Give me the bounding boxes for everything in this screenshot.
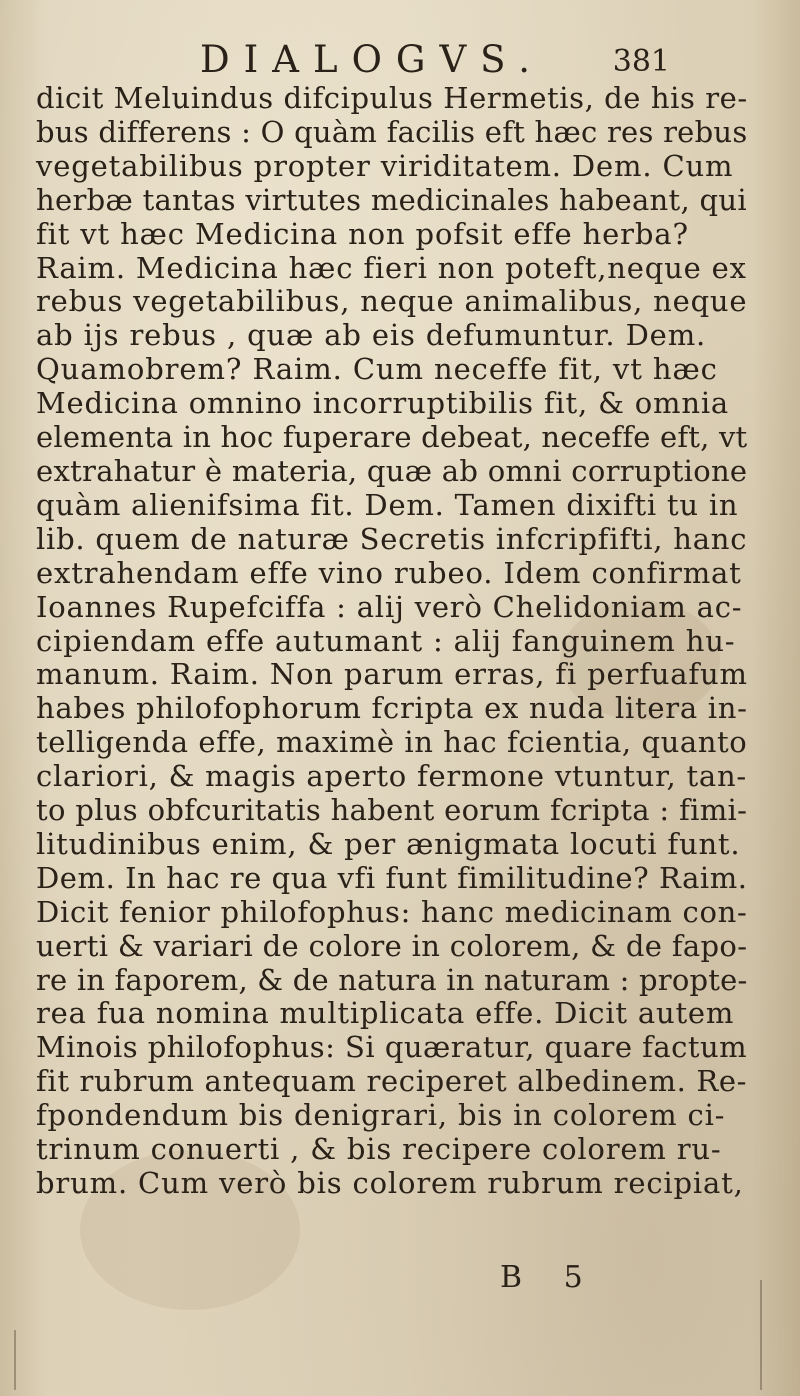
page-number: 381 — [612, 44, 670, 79]
text-line: trinum conuerti , & bis recipere colorem ru- — [36, 1132, 722, 1167]
body-text — [36, 81, 748, 1201]
margin-fold-line — [760, 1280, 762, 1390]
text-line: vegetabilibus propter viriditatem. Dem. Cum — [36, 148, 734, 183]
page-header — [200, 38, 670, 82]
text-line: bus differens : O quàm facilis eft hæc res rebus — [36, 114, 748, 149]
text-line: habes philofophorum fcripta ex nuda litera in- — [36, 691, 748, 726]
text-line: dicit Meluindus difcipulus Hermetis, de his re- — [36, 81, 748, 115]
text-line: extrahendam effe vino rubeo. Idem confirmat — [36, 555, 742, 590]
text-line: manum. Raim. Non parum erras, fi perfuafum — [36, 657, 748, 692]
text-line: Dem. In hac re qua vfi funt fimilitudine? Raim. — [36, 860, 748, 895]
text-line: elementa in hoc fuperare debeat, neceffe eft, vt — [36, 420, 748, 455]
text-line: Ioannes Rupefciffa : alij verò Chelidoniam ac- — [36, 589, 743, 624]
text-line: Quamobrem? Raim. Cum neceffe fit, vt hæc — [36, 352, 718, 387]
text-line: lib. quem de naturæ Secretis infcripfifti, hanc — [36, 521, 748, 556]
text-line: rea fua nomina multiplicata effe. Dicit autem — [36, 996, 735, 1031]
text-line: Medicina omnino incorruptibilis fit, & omnia — [36, 386, 730, 421]
text-line: telligenda effe, maximè in hac fcientia, quanto — [36, 725, 748, 760]
catchword-signature: B 5 — [500, 1260, 599, 1295]
text-line: uerti & variari de colore in colorem, & de fapo- — [36, 928, 748, 963]
text-line: cipiendam effe autumant : alij fanguinem hu- — [36, 623, 736, 658]
margin-fold-line — [14, 1330, 16, 1390]
text-line: fit rubrum antequam reciperet albedinem. Re- — [36, 1064, 748, 1099]
running-head: DIALOGVS. — [200, 38, 544, 81]
text-line: re in faporem, & de natura in naturam : propte- — [36, 962, 748, 997]
text-line: Dicit fenior philofophus: hanc medicinam con- — [36, 894, 748, 929]
text-line: fit vt hæc Medicina non pofsit effe herba? — [36, 216, 689, 251]
text-line: brum. Cum verò bis colorem rubrum recipiat, — [36, 1166, 744, 1200]
text-line: fpondendum bis denigrari, bis in colorem ci- — [36, 1098, 726, 1133]
text-line: to plus obfcuritatis habent eorum fcripta : fimi- — [36, 793, 748, 828]
text-line: Minois philofophus: Si quæratur, quare factum — [36, 1030, 748, 1065]
text-line: herbæ tantas virtutes medicinales habeant, qui — [36, 182, 747, 217]
text-line: quàm alienifsima fit. Dem. Tamen dixifti tu in — [36, 487, 739, 522]
text-line: extrahatur è materia, quæ ab omni corruptione — [36, 453, 748, 488]
text-line: ab ijs rebus , quæ ab eis defumuntur. Dem. — [36, 318, 707, 353]
text-line: rebus vegetabilibus, neque animalibus, neque — [36, 284, 748, 319]
text-line: clariori, & magis aperto fermone vtuntur, tan- — [36, 759, 747, 794]
text-line: litudinibus enim, & per ænigmata locuti funt. — [36, 826, 741, 861]
text-line: Raim. Medicina hæc fieri non poteft,neque ex — [36, 250, 747, 285]
